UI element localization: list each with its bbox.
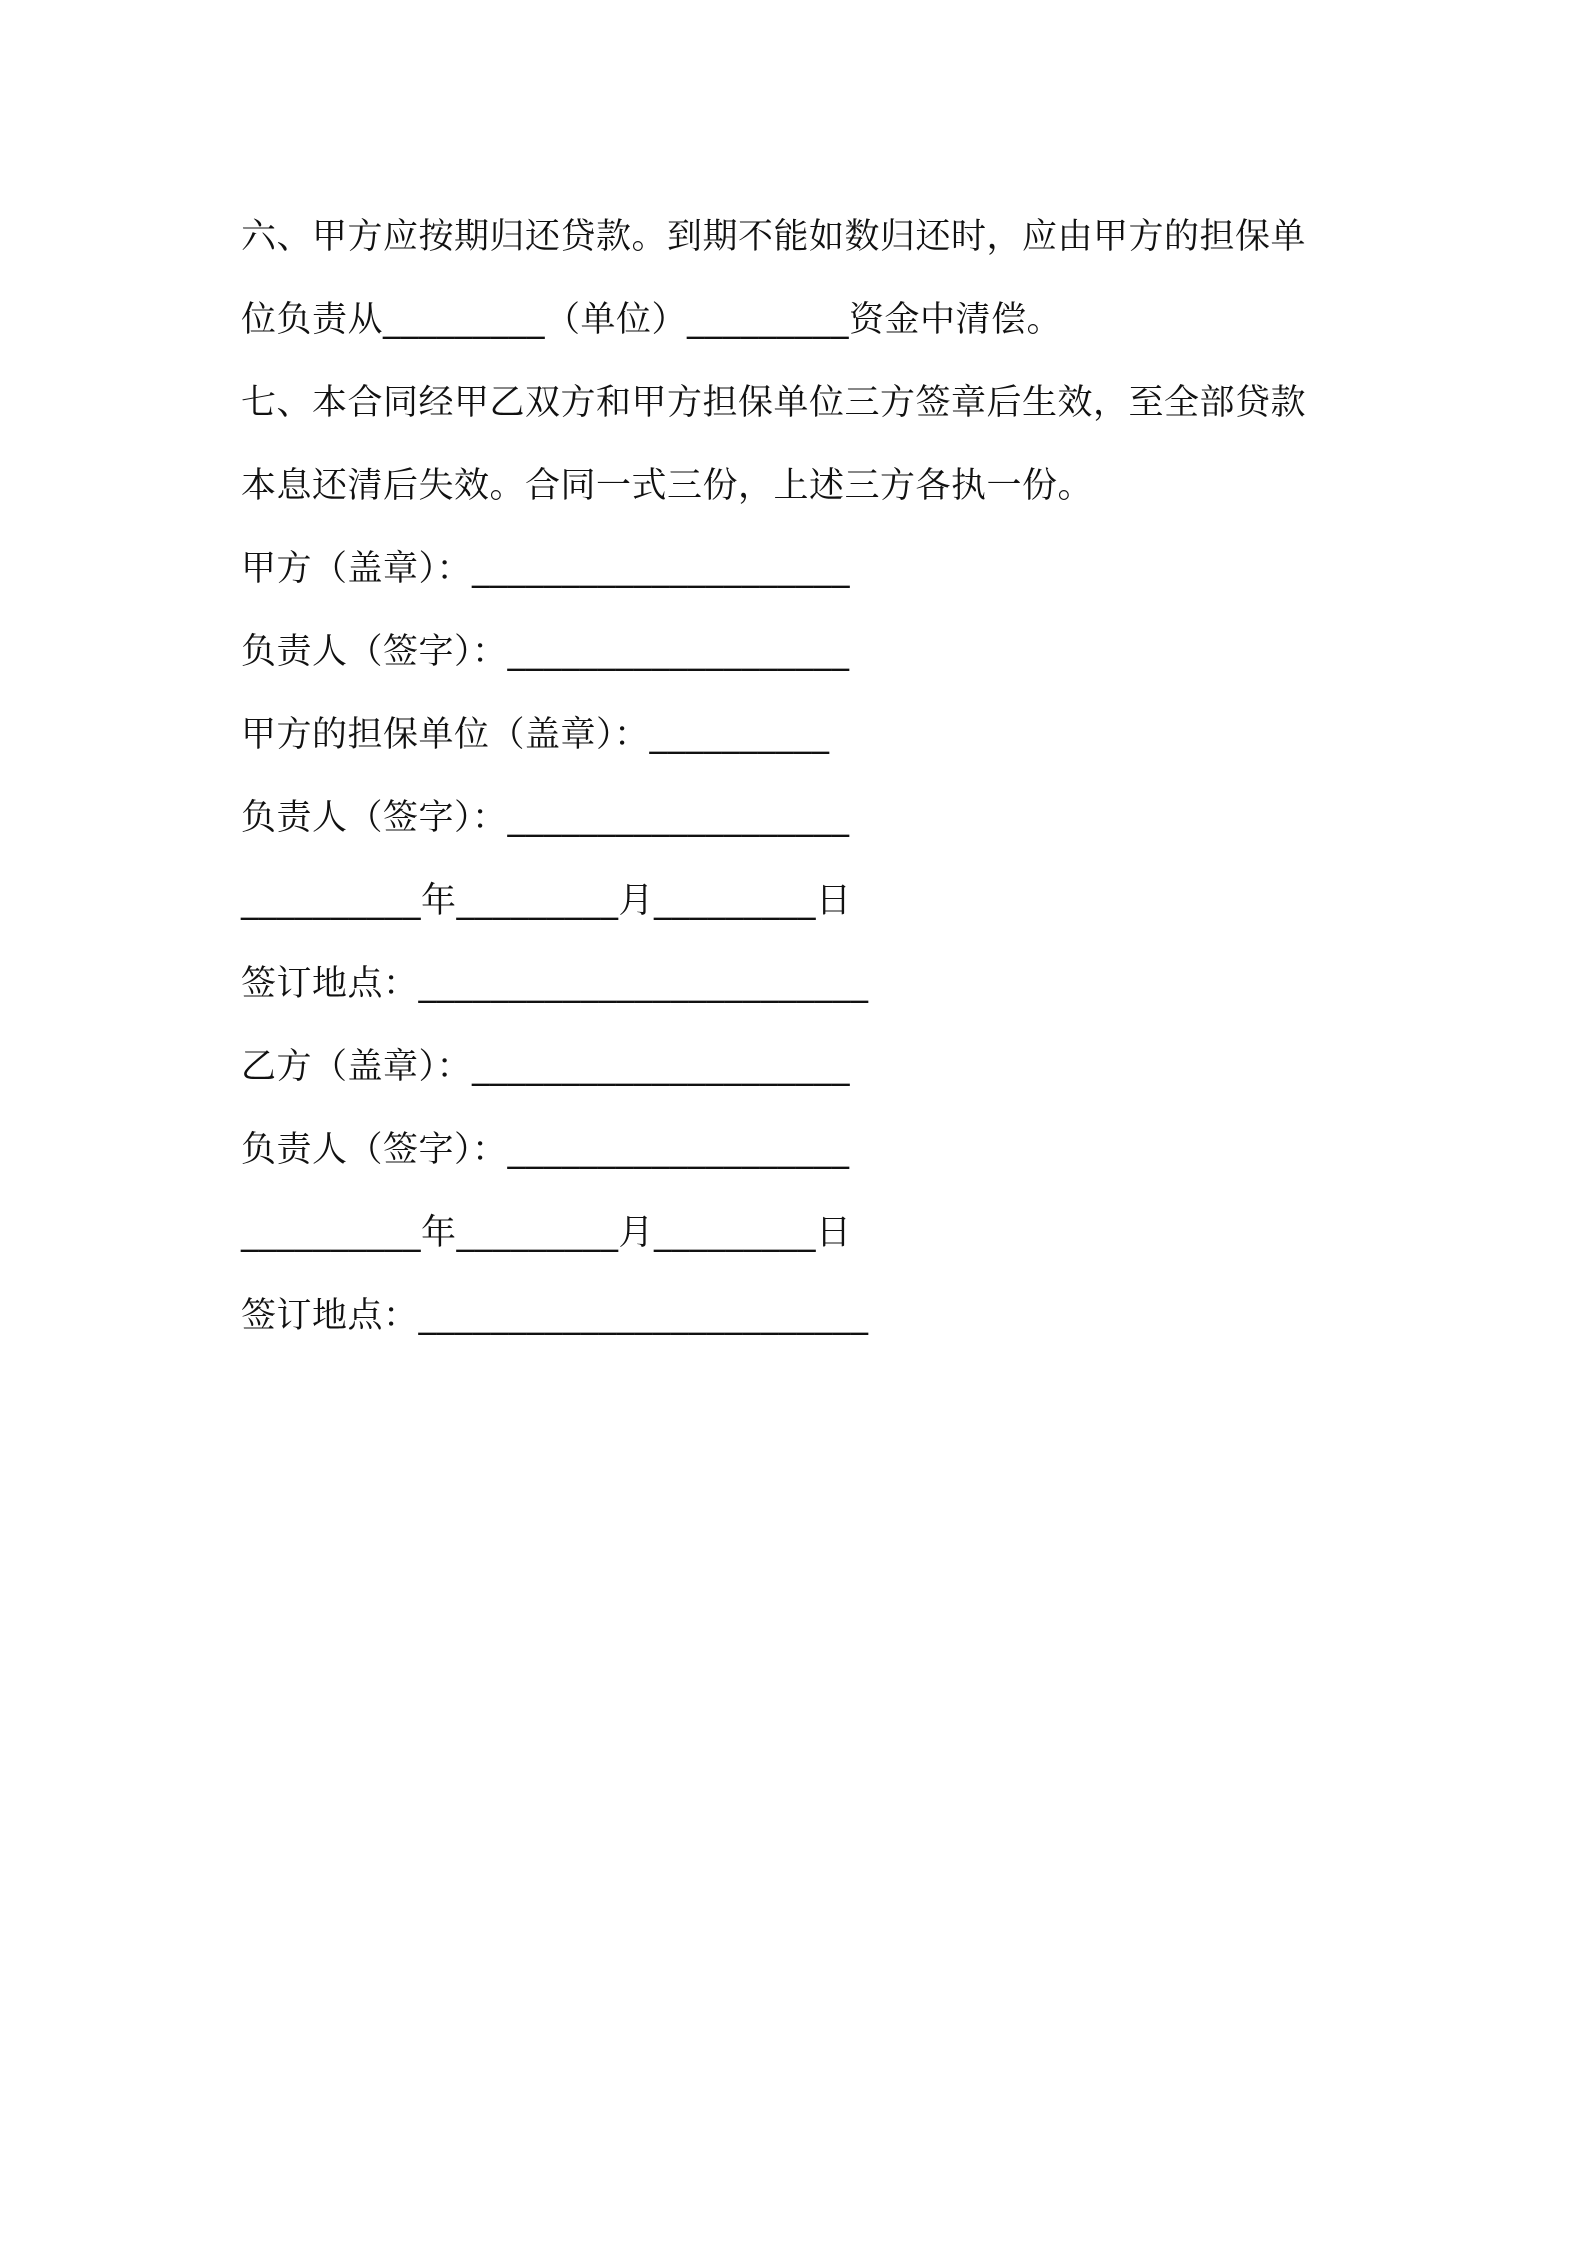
party-b-seal-line: 乙方（盖章）：_____________________ — [241, 1047, 851, 1087]
clause-7-line-2: 本息还清后失效。合同一式三份，上述三方各执一份。 — [241, 466, 1094, 506]
party-a-principal-signature-line: 负责人（签字）：___________________ — [241, 632, 850, 672]
party-a-seal-line: 甲方（盖章）：_____________________ — [241, 549, 851, 589]
party-b-principal-signature-line: 负责人（签字）：___________________ — [241, 1130, 850, 1170]
document-body — [241, 196, 1361, 1358]
clause-6-line-1: 六、甲方应按期归还贷款。到期不能如数归还时，应由甲方的担保单 — [241, 217, 1307, 257]
party-a-place-line: 签订地点：_________________________ — [241, 964, 869, 1004]
party-b-place-line: 签订地点：_________________________ — [241, 1296, 869, 1336]
clause-6-line-2: 位负责从_________（单位）_________资金中清偿。 — [241, 300, 1063, 340]
party-b-date-line: __________年_________月_________日 — [241, 1213, 852, 1253]
clause-7-line-1: 七、本合同经甲乙双方和甲方担保单位三方签章后生效，至全部贷款 — [241, 383, 1307, 423]
guarantor-seal-line: 甲方的担保单位（盖章）：__________ — [241, 715, 830, 755]
party-a-date-line: __________年_________月_________日 — [241, 881, 852, 921]
guarantor-principal-signature-line: 负责人（签字）：___________________ — [241, 798, 850, 838]
